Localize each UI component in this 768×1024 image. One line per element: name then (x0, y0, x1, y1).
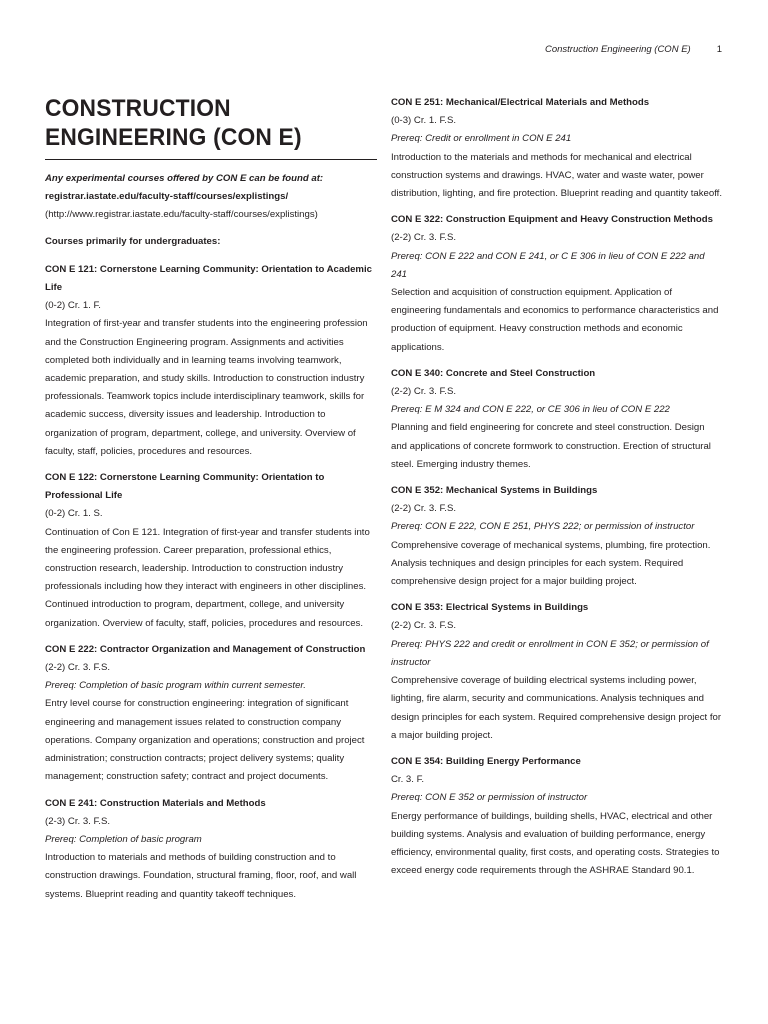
course-desc: Comprehensive coverage of mechanical systems, plumbing, fire protection. Analysis techniques and design principles for each system. Required comprehensive design project for a major building project. (391, 539, 711, 588)
course-title: CON E 353: Electrical Systems in Buildings (391, 602, 589, 614)
right-column (391, 94, 723, 888)
course-title: CON E 122: Cornerstone Learning Community: Orientation to Professional Life (45, 472, 325, 502)
course-desc: Entry level course for construction engineering: integration of significant engineering and management issues related to construction company operations. Company organization and operations; construction and project administration; construction contracts; project delivery systems; quality management; construction safety; contract and project documents. (45, 698, 365, 783)
left-course-list (45, 261, 377, 904)
explistings-url[interactable]: (http://www.registrar.iastate.edu/faculty-staff/courses/explistings) (45, 209, 318, 221)
course-entry (391, 94, 723, 203)
course-prereq: Prereq: CON E 352 or permission of instructor (391, 792, 588, 804)
course-title: CON E 340: Concrete and Steel Construction (391, 367, 596, 379)
course-entry (45, 261, 377, 461)
course-title: CON E 354: Building Energy Performance (391, 755, 581, 767)
course-entry (391, 482, 723, 591)
right-course-list (391, 94, 723, 880)
course-prereq: Prereq: E M 324 and CON E 222, or CE 306 in lieu of CON E 222 (391, 404, 670, 416)
course-title: CON E 251: Mechanical/Electrical Materials and Methods (391, 97, 650, 108)
explistings-link[interactable]: registrar.iastate.edu/faculty-staff/courses/explistings/ (45, 191, 289, 203)
course-title: CON E 121: Cornerstone Learning Community: Orientation to Academic Life (45, 263, 372, 294)
course-entry (45, 469, 377, 633)
course-desc: Continuation of Con E 121. Integration of first-year and transfer students into the engineering profession. Career preparation, professional ethics, construction research, leadership. Introduction to construction industry professionals including how they interact with engineers in other disciplines. Continued introduction to program, department, college, and university organization. Overview of faculty, staff, policies, procedures and resources. (45, 526, 370, 629)
course-prereq: Prereq: PHYS 222 and credit or enrollment in CON E 352; or permission of instructor (391, 638, 709, 668)
course-prereq: Prereq: Credit or enrollment in CON E 241 (391, 133, 572, 145)
course-entry (391, 753, 723, 880)
left-column (45, 94, 377, 912)
course-entry (391, 211, 723, 357)
course-prereq: Prereq: Completion of basic program (45, 833, 202, 845)
title-divider (45, 159, 377, 160)
course-desc: Introduction to materials and methods of building construction and to construction drawings. Foundation, structural framing, floor, roof, and wall systems. Blueprint reading and quantity takeoff techniques. (45, 852, 357, 900)
course-title: CON E 322: Construction Equipment and Heavy Construction Methods (391, 214, 713, 226)
experimental-courses-note (45, 170, 377, 225)
course-entry (45, 641, 377, 787)
course-entry (45, 795, 377, 904)
course-prereq: Prereq: CON E 222, CON E 251, PHYS 222; or permission of instructor (391, 521, 695, 533)
page-title-line-1: CONSTRUCTION (45, 95, 231, 122)
course-desc: Integration of first-year and transfer students into the engineering profession and the Construction Engineering program. Assignments and activities completed both individually and in learning teams involving teamwork, academic preparation, and study skills. Introduction to construction industry professionals. Teamwork topics include interdisciplinary teamwork, skills for academic success, diversity issues and leadership. Introduction to organization of program, department, college, and university. Overview of faculty, staff, policies, procedures and resources. (45, 318, 368, 457)
course-credit: (2-2) Cr. 3. F.S. (391, 620, 457, 632)
running-header (545, 44, 722, 55)
page-number: 1 (716, 44, 722, 55)
course-desc: Energy performance of buildings, building shells, HVAC, electrical and other building systems. Analysis and evaluation of building performance, energy efficiency, environmental quality, first costs, and operating costs. Strategies to exceed energy code requirements through the ASHRAE Standard 90.1. (391, 810, 720, 877)
course-title: CON E 222: Contractor Organization and Management of Construction (45, 643, 366, 655)
course-desc: Planning and field engineering for concrete and steel construction. Design and applications of concrete formwork to construction. Erection of structural steel. Emerging industry themes. (391, 422, 711, 470)
section-label: Courses primarily for undergraduates: (45, 235, 221, 247)
course-title: CON E 241: Construction Materials and Methods (45, 797, 266, 809)
course-credit: (0-2) Cr. 1. S. (45, 508, 103, 520)
course-credit: Cr. 3. F. (391, 774, 425, 786)
course-entry (391, 365, 723, 474)
course-credit: (2-2) Cr. 3. F.S. (391, 503, 457, 515)
intro-lead: Any experimental courses offered by CON E can be found at: (45, 173, 324, 184)
course-credit: (0-2) Cr. 1. F. (45, 300, 101, 312)
course-desc: Selection and acquisition of construction equipment. Application of engineering fundamentals and economics to performance characteristics and production of equipment. Heavy construction methods and economic applications. (391, 287, 719, 353)
course-credit: (2-2) Cr. 3. F.S. (45, 662, 111, 674)
running-title: Construction Engineering (CON E) (544, 44, 691, 55)
course-credit: (2-3) Cr. 3. F.S. (45, 815, 111, 827)
course-title: CON E 352: Mechanical Systems in Buildings (391, 485, 598, 497)
course-credit: (2-2) Cr. 3. F.S. (391, 386, 457, 398)
course-prereq: Prereq: Completion of basic program within current semester. (45, 680, 306, 692)
course-credit: (0-3) Cr. 1. F.S. (391, 115, 457, 127)
course-credit: (2-2) Cr. 3. F.S. (391, 232, 457, 244)
page-title (45, 94, 354, 152)
course-prereq: Prereq: CON E 222 and CON E 241, or C E 306 in lieu of CON E 222 and 241 (391, 250, 705, 280)
course-desc: Comprehensive coverage of building electrical systems including power, lighting, fire alarm, security and communications. Analysis techniques and design principles for each system. Required comprehensive design project for a major building project. (391, 675, 722, 741)
course-desc: Introduction to the materials and methods for mechanical and electrical construction systems and drawings. HVAC, water and waste water, power distribution, lighting, and fire protection. Blueprint reading and quantity takeoff. (391, 151, 723, 200)
page-title-line-2: ENGINEERING (CON E) (45, 124, 302, 151)
course-entry (391, 599, 723, 745)
